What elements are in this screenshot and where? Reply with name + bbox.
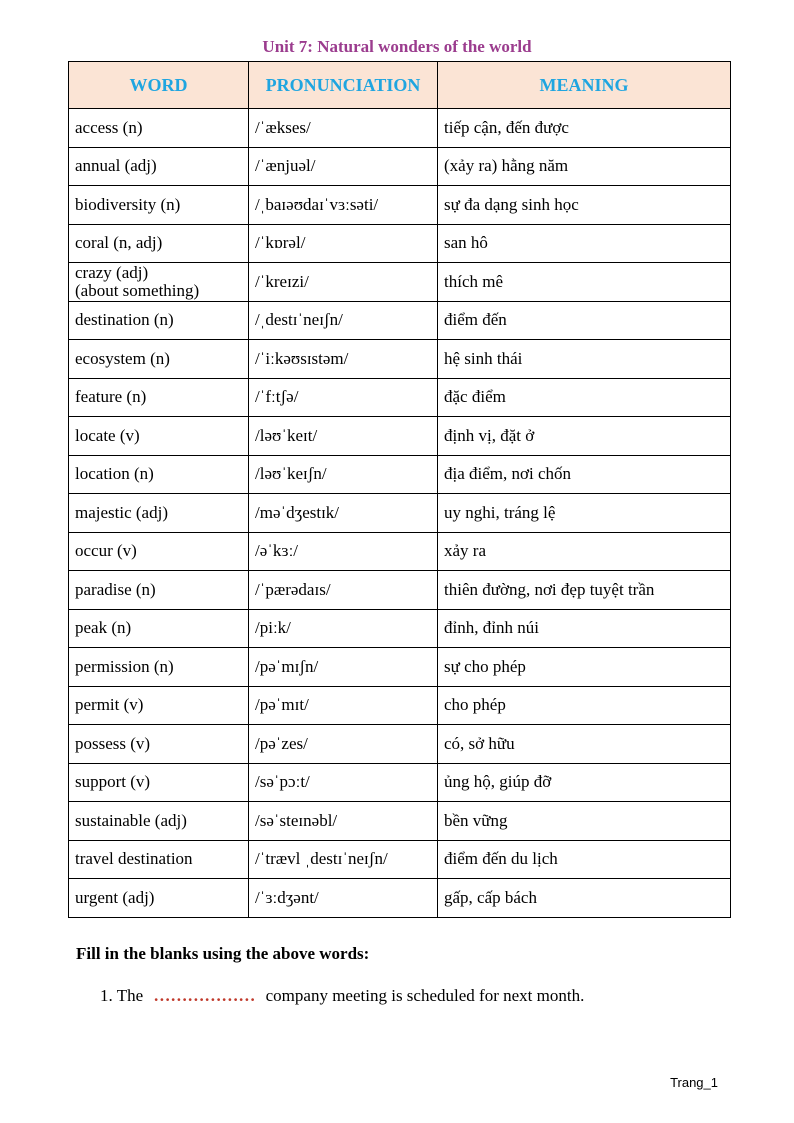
vocabulary-rows	[69, 109, 731, 918]
table-row	[69, 840, 731, 879]
word-cell: sustainable (adj)	[69, 802, 249, 841]
pronunciation-cell: /ˈɜːdʒənt/	[249, 879, 438, 918]
table-row	[69, 532, 731, 571]
table-row	[69, 301, 731, 340]
word-cell: annual (adj)	[69, 147, 249, 186]
meaning-cell: đỉnh, đỉnh núi	[438, 609, 731, 648]
table-header-row	[69, 62, 731, 109]
pronunciation-cell: /ˈtrævl ˌdestɪˈneɪʃn/	[249, 840, 438, 879]
meaning-cell: uy nghi, tráng lệ	[438, 494, 731, 533]
word-cell: urgent (adj)	[69, 879, 249, 918]
column-header-word: WORD	[69, 62, 249, 109]
table-row	[69, 686, 731, 725]
word-cell: coral (n, adj)	[69, 224, 249, 263]
exercise-heading: Fill in the blanks using the above words:	[76, 944, 370, 963]
exercise-item	[100, 986, 584, 1006]
table-row	[69, 224, 731, 263]
meaning-cell: san hô	[438, 224, 731, 263]
meaning-cell: tiếp cận, đến được	[438, 109, 731, 148]
pronunciation-cell: /pəˈzes/	[249, 725, 438, 764]
meaning-cell: sự đa dạng sinh học	[438, 186, 731, 225]
meaning-cell: (xảy ra) hằng năm	[438, 147, 731, 186]
word-cell: majestic (adj)	[69, 494, 249, 533]
word-cell: permit (v)	[69, 686, 249, 725]
pronunciation-cell: /pəˈmɪt/	[249, 686, 438, 725]
word-cell: biodiversity (n)	[69, 186, 249, 225]
table-row	[69, 609, 731, 648]
table-row	[69, 378, 731, 417]
meaning-cell: đặc điểm	[438, 378, 731, 417]
word-cell: support (v)	[69, 763, 249, 802]
column-header-pronunciation: PRONUNCIATION	[249, 62, 438, 109]
table-row	[69, 109, 731, 148]
meaning-cell: thiên đường, nơi đẹp tuyệt trần	[438, 571, 731, 610]
table-row	[69, 340, 731, 379]
table-row	[69, 879, 731, 918]
table-row	[69, 494, 731, 533]
pronunciation-cell: /səˈsteɪnəbl/	[249, 802, 438, 841]
pronunciation-cell: /piːk/	[249, 609, 438, 648]
meaning-cell: bền vững	[438, 802, 731, 841]
word-cell: location (n)	[69, 455, 249, 494]
meaning-cell: điểm đến du lịch	[438, 840, 731, 879]
table-row	[69, 571, 731, 610]
meaning-cell: ủng hộ, giúp đỡ	[438, 763, 731, 802]
meaning-cell: xảy ra	[438, 532, 731, 571]
pronunciation-cell: /ˈpærədaɪs/	[249, 571, 438, 610]
word-cell: occur (v)	[69, 532, 249, 571]
vocabulary-table	[68, 61, 731, 918]
pronunciation-cell: /ˌbaɪəʊdaɪˈvɜːsəti/	[249, 186, 438, 225]
table-row	[69, 186, 731, 225]
meaning-cell: định vị, đặt ở	[438, 417, 731, 456]
table-row	[69, 763, 731, 802]
pronunciation-cell: /ˈkɒrəl/	[249, 224, 438, 263]
word-cell: crazy (adj) (about something)	[69, 263, 249, 302]
pronunciation-cell: /ˈænjuəl/	[249, 147, 438, 186]
pronunciation-cell: /ləʊˈkeɪʃn/	[249, 455, 438, 494]
word-cell: access (n)	[69, 109, 249, 148]
pronunciation-cell: /səˈpɔːt/	[249, 763, 438, 802]
pronunciation-cell: /pəˈmɪʃn/	[249, 648, 438, 687]
pronunciation-cell: /ˈfːtʃə/	[249, 378, 438, 417]
meaning-cell: địa điểm, nơi chốn	[438, 455, 731, 494]
meaning-cell: có, sở hữu	[438, 725, 731, 764]
word-cell: ecosystem (n)	[69, 340, 249, 379]
pronunciation-cell: /ˈækses/	[249, 109, 438, 148]
page-number: Trang_1	[670, 1075, 718, 1090]
pronunciation-cell: /ləʊˈkeɪt/	[249, 417, 438, 456]
meaning-cell: thích mê	[438, 263, 731, 302]
pronunciation-cell: /məˈdʒestɪk/	[249, 494, 438, 533]
meaning-cell: gấp, cấp bách	[438, 879, 731, 918]
table-row	[69, 417, 731, 456]
word-cell: permission (n)	[69, 648, 249, 687]
table-row	[69, 802, 731, 841]
table-row	[69, 725, 731, 764]
word-cell: paradise (n)	[69, 571, 249, 610]
word-cell: peak (n)	[69, 609, 249, 648]
meaning-cell: cho phép	[438, 686, 731, 725]
word-cell: travel destination	[69, 840, 249, 879]
pronunciation-cell: /ˌdestɪˈneɪʃn/	[249, 301, 438, 340]
meaning-cell: sự cho phép	[438, 648, 731, 687]
pronunciation-cell: /əˈkɜː/	[249, 532, 438, 571]
meaning-cell: hệ sinh thái	[438, 340, 731, 379]
table-row	[69, 147, 731, 186]
table-row	[69, 455, 731, 494]
pronunciation-cell: /ˈkreɪzi/	[249, 263, 438, 302]
table-row	[69, 648, 731, 687]
pronunciation-cell: /ˈiːkəʊsɪstəm/	[249, 340, 438, 379]
exercise-item-text-before: The	[116, 986, 144, 1005]
word-cell: locate (v)	[69, 417, 249, 456]
exercise-blank[interactable]: ………………	[153, 986, 256, 1005]
table-row	[69, 263, 731, 302]
word-cell: feature (n)	[69, 378, 249, 417]
exercise-item-text-after: company meeting is scheduled for next month.	[265, 986, 585, 1005]
word-cell: destination (n)	[69, 301, 249, 340]
column-header-meaning: MEANING	[438, 62, 731, 109]
document-title: Unit 7: Natural wonders of the world	[262, 37, 532, 56]
meaning-cell: điểm đến	[438, 301, 731, 340]
word-cell: possess (v)	[69, 725, 249, 764]
exercise-item-number: 1.	[100, 986, 113, 1005]
